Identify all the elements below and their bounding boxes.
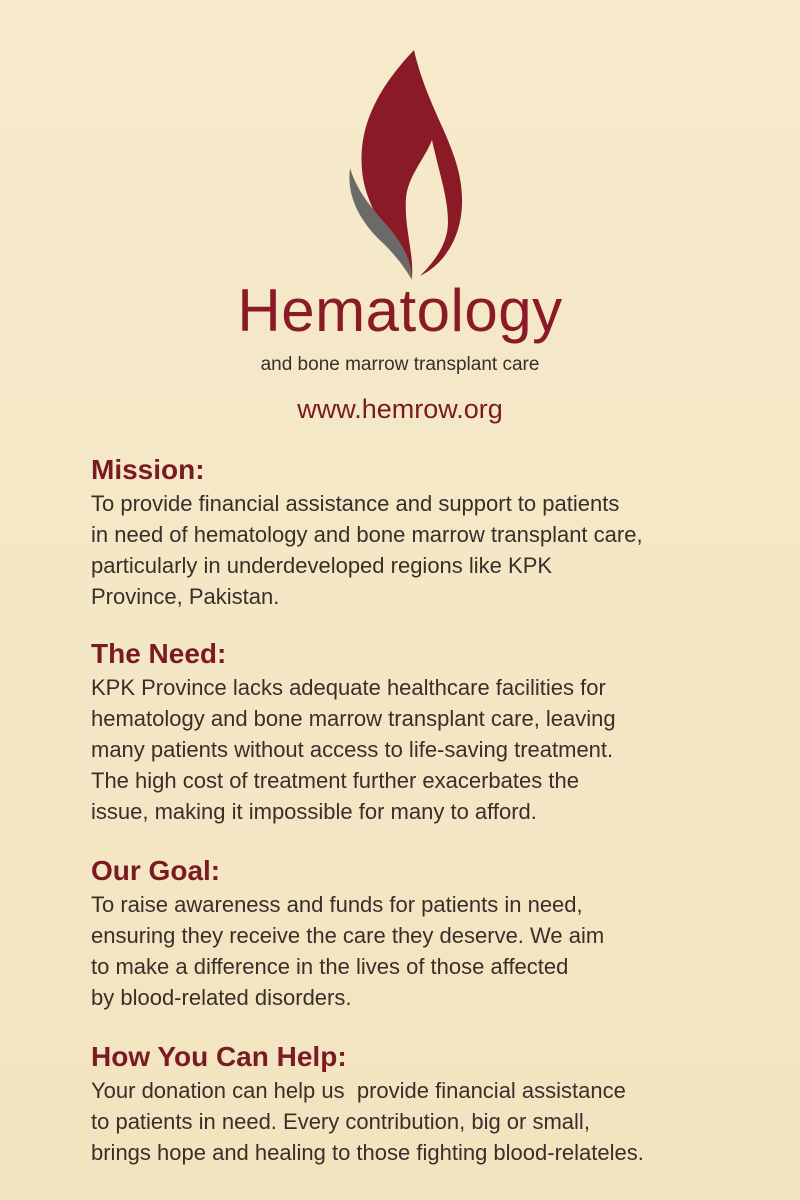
body-line: To provide financial assistance and support to patients (91, 491, 620, 516)
flame-icon (340, 48, 465, 283)
body-line: in need of hematology and bone marrow transplant care, (91, 522, 643, 547)
body-line: hematology and bone marrow transplant care, leaving (91, 706, 616, 731)
page-title: Hematology (237, 277, 563, 344)
body-line: issue, making it impossible for many to afford. (91, 799, 537, 824)
body-line: Your donation can help us provide financial assistance (91, 1078, 626, 1103)
body-line: by blood-related disorders. (91, 985, 352, 1010)
body-line: To raise awareness and funds for patients in need, (91, 892, 583, 917)
body-line: brings hope and healing to those fighting blood-relateles. (91, 1140, 644, 1165)
website-link[interactable]: www.hemrow.org (297, 394, 503, 424)
body-line: Province, Pakistan. (91, 584, 280, 609)
body-line: many patients without access to life-saving treatment. (91, 737, 614, 762)
body-line: to patients in need. Every contribution, big or small, (91, 1109, 590, 1134)
page-subtitle: and bone marrow transplant care (260, 354, 540, 375)
body-line: to make a difference in the lives of those affected (91, 954, 569, 979)
section-body (91, 488, 771, 612)
section-body (91, 1075, 771, 1168)
goal-section (91, 853, 771, 1013)
section-heading: How You Can Help: (91, 1041, 347, 1072)
body-line: ensuring they receive the care they deserve. We aim (91, 923, 605, 948)
help-section (91, 1039, 771, 1168)
section-heading: Our Goal: (91, 855, 221, 886)
section-heading: Mission: (91, 454, 205, 485)
body-line: The high cost of treatment further exacerbates the (91, 768, 579, 793)
need-section (91, 636, 771, 827)
section-body (91, 672, 771, 827)
mission-section (91, 452, 771, 612)
body-line: particularly in underdeveloped regions like KPK (91, 553, 553, 578)
section-body (91, 889, 771, 1013)
body-line: KPK Province lacks adequate healthcare facilities for (91, 675, 606, 700)
section-heading: The Need: (91, 638, 227, 669)
flame-main-shape (361, 50, 462, 278)
